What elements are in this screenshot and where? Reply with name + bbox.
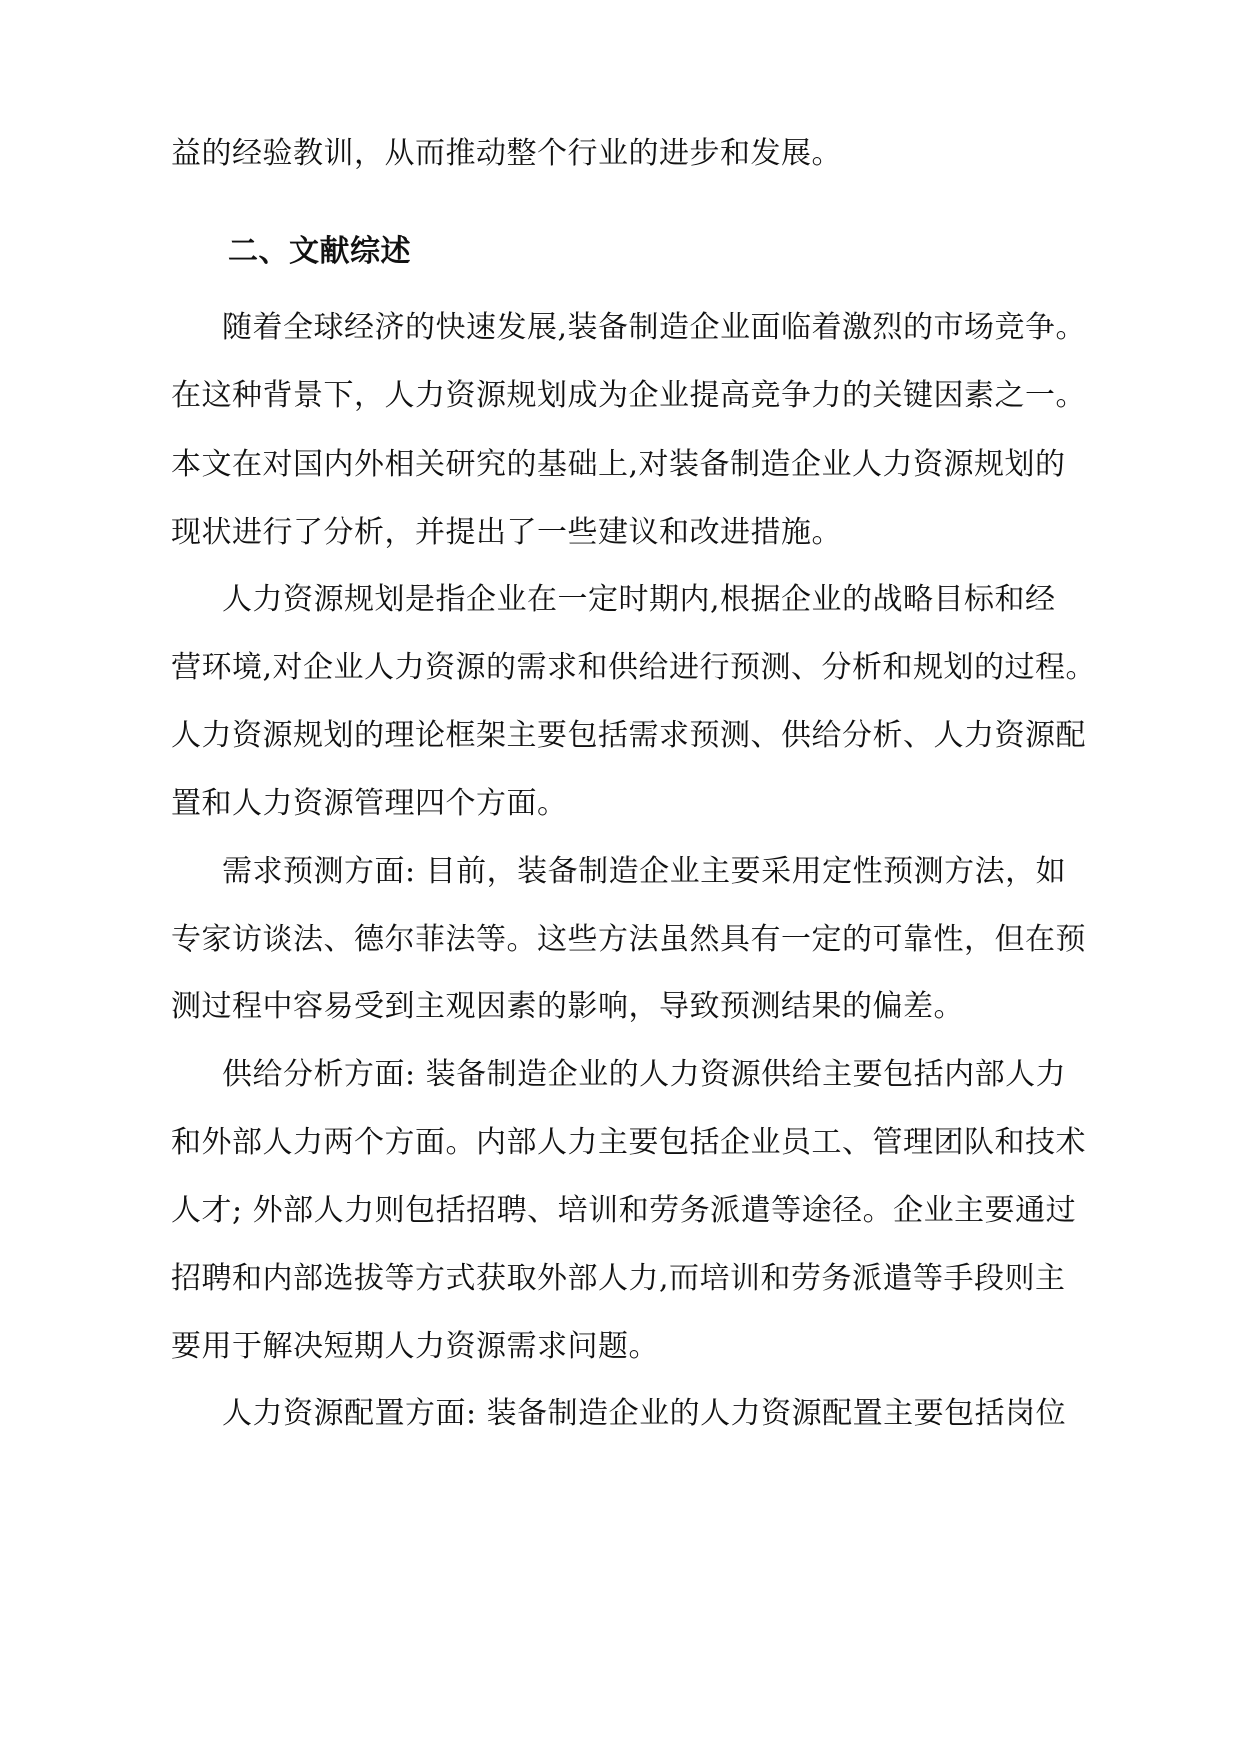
paragraph-line: 和外部人力两个方面。内部人力主要包括企业员工、管理团队和技术 — [171, 1125, 1086, 1160]
paragraph-line: 供给分析方面: 装备制造企业的人力资源供给主要包括内部人力 — [222, 1057, 1067, 1092]
paragraph-line: 需求预测方面: 目前，装备制造企业主要采用定性预测方法，如 — [222, 854, 1067, 889]
paragraph-line: 置和人力资源管理四个方面。 — [171, 786, 568, 821]
paragraph-line: 随着全球经济的快速发展,装备制造企业面临着激烈的市场竞争。 — [222, 310, 1087, 345]
paragraph-line: 招聘和内部选拔等方式获取外部人力,而培训和劳务派遣等手段则主 — [171, 1261, 1066, 1296]
paragraph-line: 人力资源配置方面: 装备制造企业的人力资源配置主要包括岗位 — [222, 1396, 1067, 1431]
paragraph-line: 人才; 外部人力则包括招聘、培训和劳务派遣等途径。企业主要通过 — [171, 1193, 1077, 1228]
paragraph-line: 人力资源规划的理论框架主要包括需求预测、供给分析、人力资源配 — [171, 718, 1086, 753]
paragraph-line: 本文在对国内外相关研究的基础上,对装备制造企业人力资源规划的 — [171, 447, 1066, 482]
paragraph-line: 测过程中容易受到主观因素的影响，导致预测结果的偏差。 — [171, 989, 964, 1024]
paragraph-line: 营环境,对企业人力资源的需求和供给进行预测、分析和规划的过程。 — [171, 650, 1097, 685]
paragraph-line: 在这种背景下，人力资源规划成为企业提高竞争力的关键因素之一。 — [171, 378, 1086, 413]
paragraph-line: 人力资源规划是指企业在一定时期内,根据企业的战略目标和经 — [222, 582, 1056, 617]
section-heading: 二、文献综述 — [228, 234, 411, 269]
paragraph-line: 要用于解决短期人力资源需求问题。 — [171, 1329, 659, 1364]
paragraph-line: 专家访谈法、德尔菲法等。这些方法虽然具有一定的可靠性，但在预 — [171, 922, 1086, 957]
carryover-line: 益的经验教训，从而推动整个行业的进步和发展。 — [171, 136, 842, 171]
paragraph-line: 现状进行了分析，并提出了一些建议和改进措施。 — [171, 515, 842, 550]
